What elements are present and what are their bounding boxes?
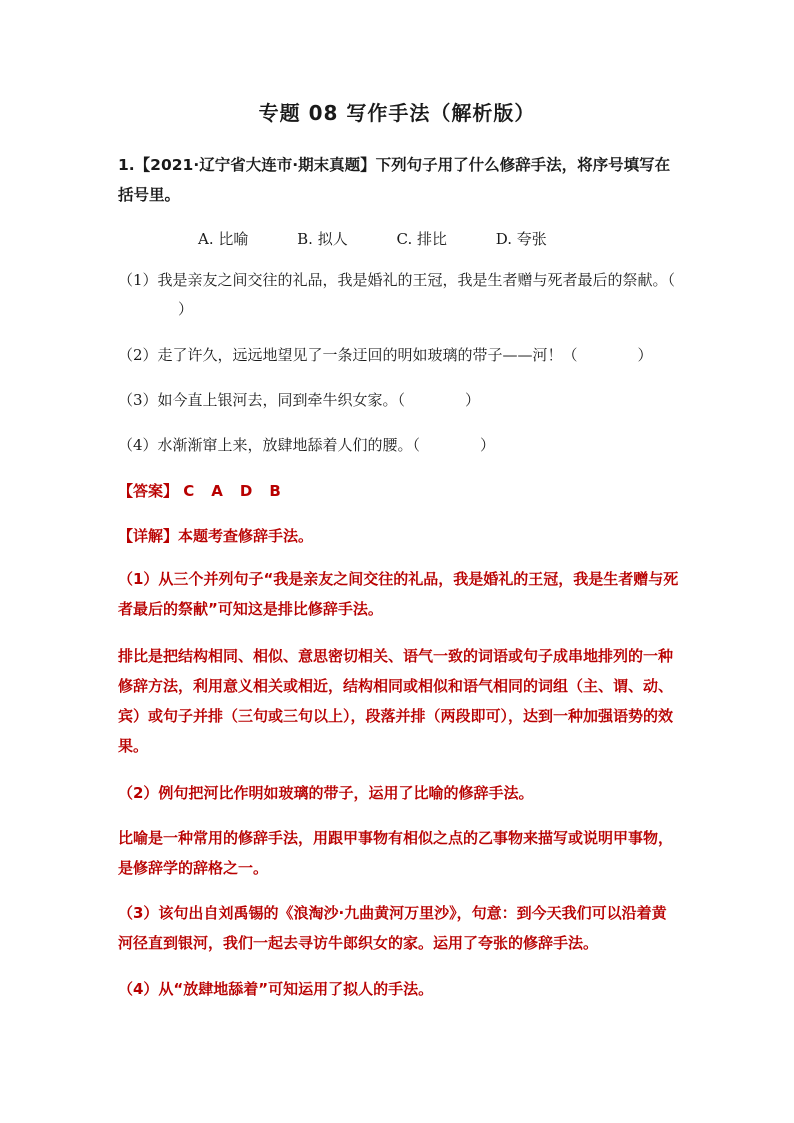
sub-question-text: （3）如今直上银河去，同到牵牛织女家。（: [118, 391, 406, 409]
explanation-paragraph: （3）该句出自刘禹锡的《浪淘沙·九曲黄河万里沙》，句意：到今天我们可以沿着黄河径直到银河，我们一起去寻访牛郎织女的家。运用了夸张的修辞手法。: [118, 904, 667, 952]
close-paren: ）: [637, 346, 653, 364]
explanation-paragraph: （1）从三个并列句子“我是亲友之间交往的礼品，我是婚礼的王冠，我是生者赠与死者最后的祭献”可知这是排比修辞手法。: [118, 570, 679, 618]
question-stem: 1.【2021·辽宁省大连市·期末真题】下列句子用了什么修辞手法，将序号填写在括号里。: [118, 156, 671, 204]
sub-question-3: [118, 386, 678, 415]
answer-line: [118, 476, 680, 506]
sub-question-1: [118, 266, 678, 324]
sub-question-text: （2）走了许久，远远地望见了一条迂回的明如玻璃的带子——河！（: [118, 346, 578, 364]
explanation-paragraph: 比喻是一种常用的修辞手法，用跟甲事物有相似之点的乙事物来描写或说明甲事物，是修辞学的辞格之一。: [118, 829, 674, 877]
option-a: A. 比喻: [198, 230, 249, 248]
answer-value: C A D B: [183, 482, 282, 500]
explanation-paragraph: （4）从“放肆地舔着”可知运用了拟人的手法。: [118, 980, 434, 998]
explanation-label: 【详解】: [118, 527, 179, 545]
option-c: C. 排比: [396, 230, 447, 248]
page-title: 专题 08 写作手法（解析版）: [258, 101, 536, 125]
sub-question-text: （4）水渐渐窜上来，放肆地舔着人们的腰。（: [118, 436, 421, 454]
explanation-paragraph: （2）例句把河比作明如玻璃的带子，运用了比喻的修辞手法。: [118, 784, 534, 802]
explanation-intro: [118, 521, 680, 551]
answer-label: 【答案】: [118, 482, 179, 500]
close-paren: ）: [465, 391, 481, 409]
sub-question-text: （1）我是亲友之间交往的礼品，我是婚礼的王冠，我是生者赠与死者最后的祭献。（: [118, 271, 676, 289]
sub-question-2: [118, 341, 678, 370]
explanation-paragraph: 排比是把结构相同、相似、意思密切相关、语气一致的词语或句子成串地排列的一种修辞方法，利用意义相关或相近，结构相同或相似和语气相同的词组（主、谓、动、宾）或句子并排（三句或三句以上），段落并排（两段即可），达到一种加强语势的效果。: [118, 647, 674, 755]
explanation-intro-text: 本题考查修辞手法。: [178, 527, 314, 545]
close-paren: ）: [178, 300, 194, 318]
option-b: B. 拟人: [297, 230, 348, 248]
option-list: [198, 228, 591, 249]
option-d: D. 夸张: [495, 230, 547, 248]
sub-question-4: [118, 431, 678, 460]
close-paren: ）: [480, 436, 496, 454]
